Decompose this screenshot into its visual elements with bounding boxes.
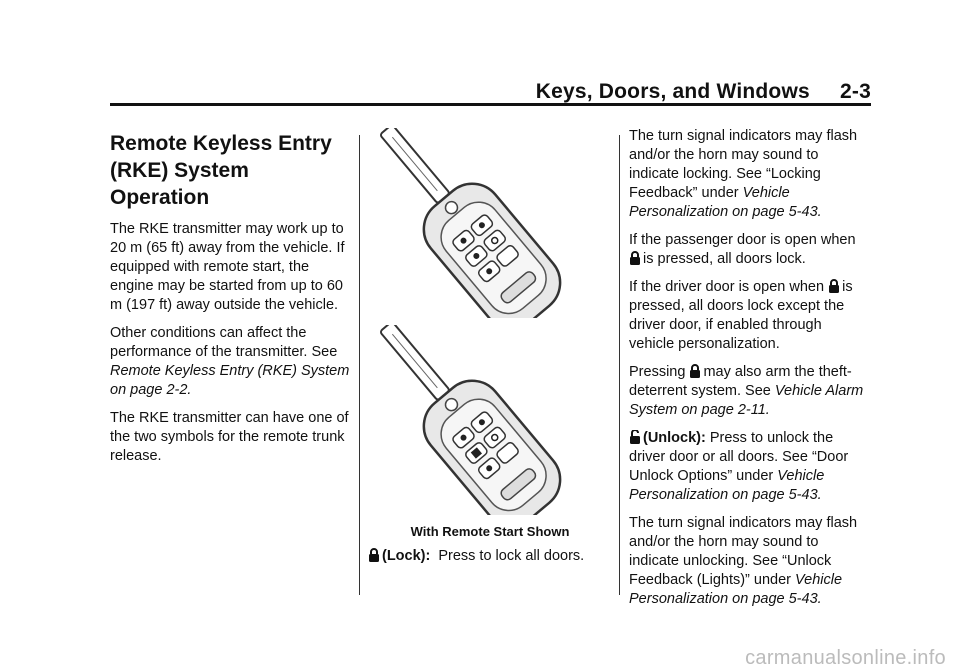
paragraph: (Unlock): Press to unlock the driver door or all doors. See “Door Unlock Options” under Vehicle Personalization on page 5-43.: [629, 430, 849, 503]
paragraph: The RKE transmitter may work up to 20 m (65 ft) away from the vehicle. If equipped with remote start, the engine may be started from up to 60 m (197 ft) away outside the vehicle.: [110, 221, 345, 313]
cross-reference-link[interactable]: Vehicle Personalization on page 5-43.: [629, 572, 843, 607]
page-number: 2-3: [840, 80, 871, 103]
paragraph: Other conditions can affect the performance of the transmitter. See Remote Keyless Entry (RKE) System on page 2-2.: [110, 325, 350, 398]
header-title: Keys, Doors, and Windows 2-3: [535, 80, 871, 103]
paragraph: The RKE transmitter can have one of the two symbols for the remote trunk release.: [110, 410, 349, 464]
paragraph: The turn signal indicators may flash and/or the horn may sound to indicate unlocking. See “Unlock Feedback (Lights)” under Vehicle Personalization on page 5-43.: [629, 515, 858, 607]
column-divider-right: [619, 135, 620, 595]
paragraph: The turn signal indicators may flash and/or the horn may sound to indicate locking. See “Locking Feedback” under Vehicle Personalization on page 5-43.: [629, 128, 858, 220]
cross-reference-link[interactable]: Vehicle Personalization on page 5-43.: [629, 185, 822, 220]
paragraph: Pressing may also arm the theft-deterrent system. See Vehicle Alarm System on page 2-11.: [629, 364, 864, 418]
cross-reference-link[interactable]: Remote Keyless Entry (RKE) System on page 2-2.: [110, 363, 350, 398]
section-heading: Remote Keyless Entry (RKE) System Operation: [110, 132, 332, 209]
lock-icon: [689, 364, 701, 378]
column-divider-left: [359, 135, 360, 595]
paragraph: If the passenger door is open when is pressed, all doors lock.: [629, 232, 856, 267]
left-column: [110, 130, 350, 475]
figure-caption: With Remote Start Shown: [410, 524, 570, 539]
cross-reference-link[interactable]: Vehicle Personalization on page 5-43.: [629, 468, 825, 503]
key-fob-remote-start-illustration: [380, 325, 600, 515]
right-column: [629, 127, 865, 618]
watermark: carmanualsonline.info: [745, 647, 946, 669]
header-rule: [110, 103, 871, 106]
unlock-label: (Unlock):: [643, 430, 706, 446]
lock-description: (Lock): Press to lock all doors.: [368, 548, 584, 564]
lock-icon: [828, 279, 840, 293]
lock-icon: [629, 251, 641, 265]
unlock-icon: [629, 430, 641, 444]
paragraph: If the driver door is open when is pressed, all doors lock except the driver door, if enabled through vehicle personalization.: [629, 279, 853, 352]
key-fob-illustration: [380, 128, 600, 318]
cross-reference-link[interactable]: Vehicle Alarm System on page 2-11.: [629, 383, 864, 418]
lock-label: (Lock):: [382, 548, 431, 564]
lock-icon: [368, 548, 380, 562]
